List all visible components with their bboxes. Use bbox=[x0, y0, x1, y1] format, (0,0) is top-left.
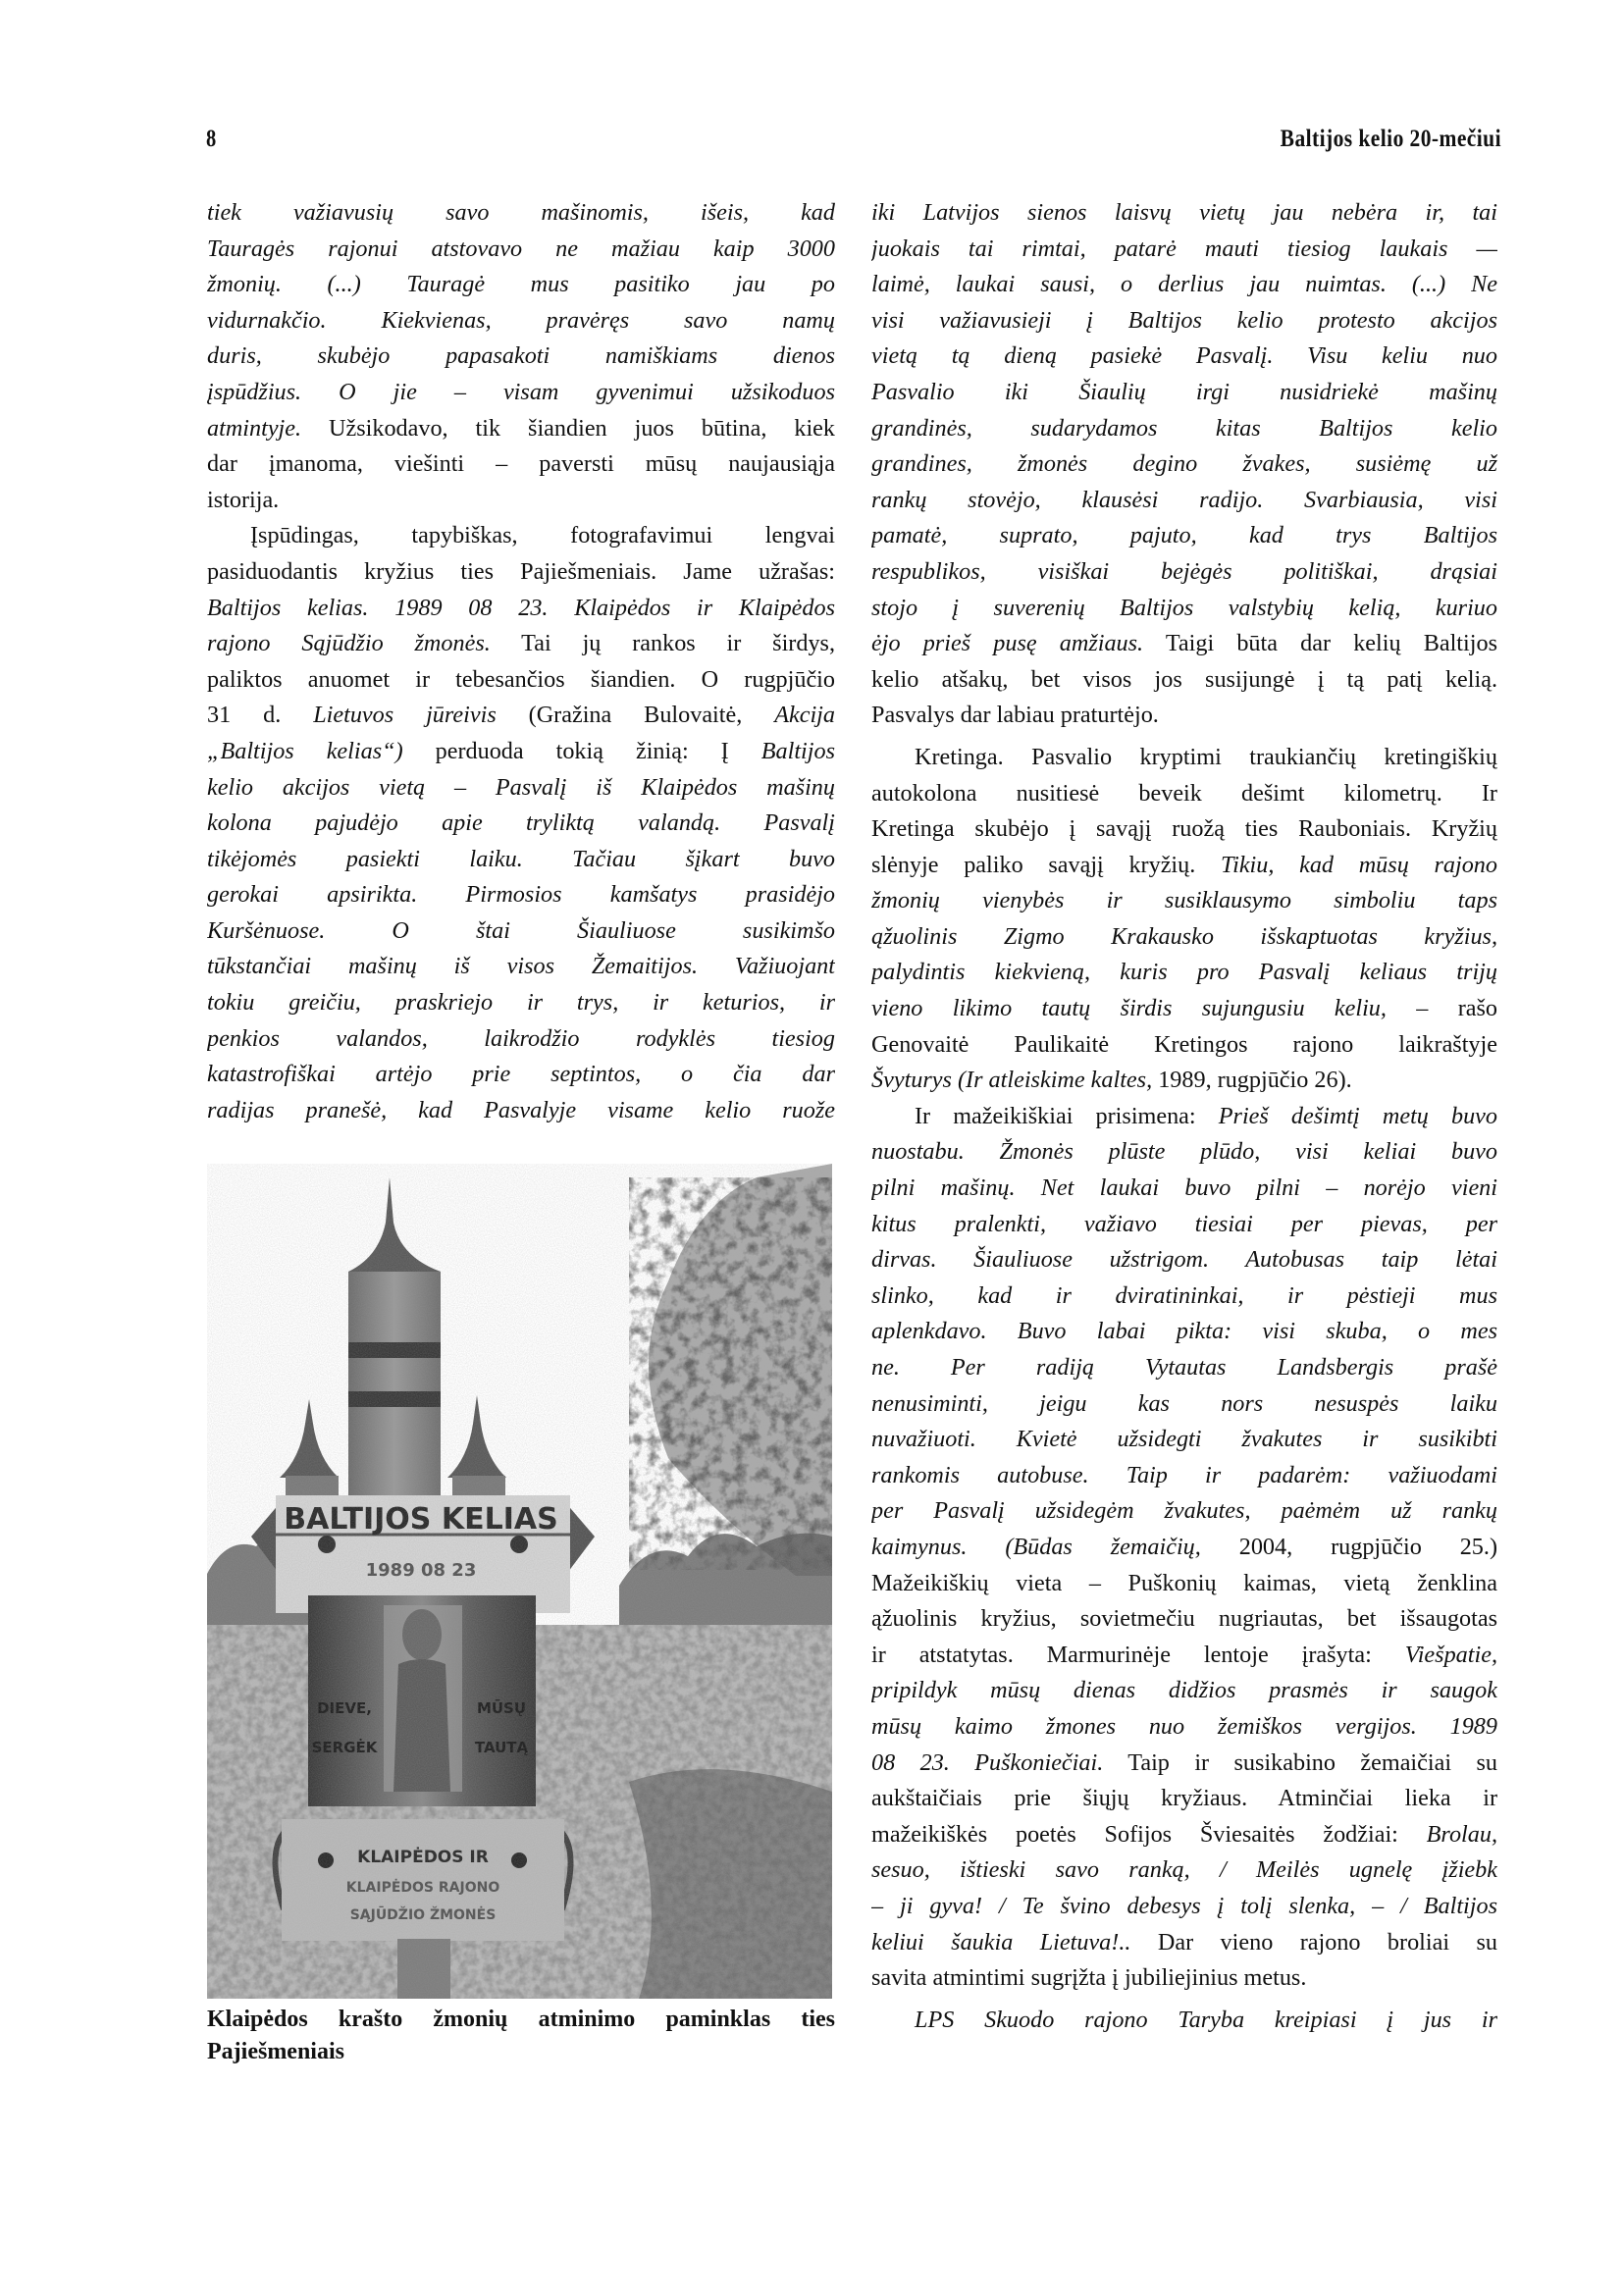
text-line: Mažeikiškių vieta – Puškonių kaimas, vietą ženklina bbox=[871, 1569, 1497, 1596]
text-line: 31 d. Lietuvos jūreivis (Gražina Bulovaitė, Akcija bbox=[207, 702, 835, 729]
text-line: pasiduodantis kryžius ties Pajiešmeniais. Jame užrašas: bbox=[207, 557, 835, 585]
text-line: kaimynus. (Būdas žemaičių, 2004, rugpjūčio 25.) bbox=[871, 1533, 1497, 1560]
text-line: – ji gyva! / Te švino debesys į tolį slenka, – / Baltijos bbox=[871, 1892, 1497, 1919]
text-line: ėjo prieš pusę amžiaus. Taigi būta dar kelių Baltijos bbox=[871, 630, 1497, 657]
text-line: katastrofiškai artėjo prie septintos, o čia dar bbox=[207, 1061, 835, 1088]
text-line: nuostabu. Žmonės plūste plūdo, visi keliai buvo bbox=[871, 1138, 1497, 1166]
text-line: nenusiminti, jeigu kas nors nesuspės laiku bbox=[871, 1389, 1497, 1417]
text-line: dar įmanoma, viešinti – paversti mūsų naujausiąja bbox=[207, 450, 835, 478]
text-line: mūsų kaimo žmones nuo žemiškos vergijos. 1989 bbox=[871, 1712, 1497, 1740]
svg-text:KLAIPĖDOS IR: KLAIPĖDOS IR bbox=[357, 1848, 489, 1867]
text-line: per Pasvalį užsidegėm žvakutes, paėmėm už rankų bbox=[871, 1497, 1497, 1525]
text-line: tikėjomės pasiekti laiku. Tačiau šįkart buvo bbox=[207, 845, 835, 872]
text-line: nuvažiuoti. Kvietė užsidegti žvakutes ir susikibti bbox=[871, 1426, 1497, 1453]
text-line: visi važiavusieji į Baltijos kelio protesto akcijos bbox=[871, 306, 1497, 334]
svg-text:MŪSŲ: MŪSŲ bbox=[476, 1699, 527, 1717]
text-line: Pasvalys dar labiau praturtėjo. bbox=[871, 702, 1159, 729]
running-title: Baltijos kelio 20-mečiui bbox=[1280, 126, 1501, 152]
text-line: duris, skubėjo papasakoti namiškiams dienos bbox=[207, 342, 835, 370]
text-line: ąžuolinis Zigmo Krakausko išskaptuotas kryžius, bbox=[871, 922, 1497, 950]
text-line: Baltijos kelias. 1989 08 23. Klaipėdos ir Klaipėdos bbox=[207, 594, 835, 621]
text-line: Švyturys (Ir atleiskime kaltes, 1989, rugpjūčio 26). bbox=[871, 1067, 1352, 1094]
photo-caption bbox=[207, 2004, 835, 2068]
text-line: sesuo, ištieski savo ranką, / Meilės ugnelę įžiebk bbox=[871, 1856, 1497, 1884]
text-line: žmonių vienybės ir susiklausymo simboliu taps bbox=[871, 887, 1497, 914]
text-line: pilni mašinų. Net laukai buvo pilni – norėjo vieni bbox=[871, 1174, 1497, 1202]
text-line: gerokai apsirikta. Pirmosios kamšatys prasidėjo bbox=[207, 881, 835, 909]
svg-text:SĄJŪDŽIO ŽMONĖS: SĄJŪDŽIO ŽMONĖS bbox=[349, 1907, 497, 1923]
text-line: tūkstančiai mašinų iš visos Žemaitijos. Važiuojant bbox=[207, 953, 835, 980]
text-line: juokais tai rimtai, patarė mauti tiesiog laukais — bbox=[871, 235, 1497, 262]
left-column-text bbox=[207, 195, 835, 1128]
right-column-text bbox=[871, 195, 1497, 2038]
text-line: stojo į suverenių Baltijos valstybių kelią, kuriuo bbox=[871, 594, 1497, 621]
text-line: dirvas. Šiauliuose užstrigom. Autobusas taip lėtai bbox=[871, 1246, 1497, 1274]
text-line: keliui šaukia Lietuva!.. Dar vieno rajono broliai su bbox=[871, 1928, 1497, 1956]
text-line: LPS Skuodo rajono Taryba kreipiasi į jus ir bbox=[915, 2006, 1497, 2033]
text-line: laimė, laukai sausi, o derlius jau nuimtas. (...) Ne bbox=[871, 271, 1497, 298]
text-line: kelio atšakų, bet visos jos susijungė į tą patį kelią. bbox=[871, 665, 1497, 693]
text-line: „Baltijos kelias“) perduoda tokią žinią: Į Baltijos bbox=[207, 737, 835, 764]
text-line: Tauragės rajonui atstovavo ne mažiau kaip 3000 bbox=[207, 235, 835, 262]
text-line: vieno likimo tautų širdis sujungusiu keliu, – rašo bbox=[871, 995, 1497, 1022]
text-line: penkios valandos, laikrodžio rodyklės tiesiog bbox=[207, 1024, 835, 1052]
svg-text:1989 08 23: 1989 08 23 bbox=[365, 1560, 477, 1581]
text-line: tokiu greičiu, praskriejo ir trys, ir keturios, ir bbox=[207, 989, 835, 1017]
text-line: aukštaičiais prie šiųjų kryžiaus. Atminčiai lieka ir bbox=[871, 1785, 1497, 1812]
text-line: pamatė, suprato, pajuto, kad trys Baltijos bbox=[871, 522, 1497, 549]
text-line: Įspūdingas, tapybiškas, fotografavimui lengvai bbox=[250, 522, 835, 549]
text-line: žmonių. (...) Tauragė mus pasitiko jau po bbox=[207, 271, 835, 298]
text-line: radijas pranešė, kad Pasvalyje visame kelio ruože bbox=[207, 1096, 835, 1123]
text-line: aplenkdavo. Buvo labai pikta: visi skuba, o mes bbox=[871, 1318, 1497, 1345]
svg-text:SERGĖK: SERGĖK bbox=[311, 1739, 378, 1756]
text-line: kelio akcijos vietą – Pasvalį iš Klaipėdos mašinų bbox=[207, 773, 835, 801]
text-line: Ir mažeikiškiai prisimena: Prieš dešimtį metų buvo bbox=[915, 1102, 1497, 1129]
text-line: mažeikiškės poetės Sofijos Šviesaitės žodžiai: Brolau, bbox=[871, 1820, 1497, 1848]
text-line: savita atmintimi sugrįžta į jubiliejinius metus. bbox=[871, 1964, 1307, 1992]
page-number: 8 bbox=[206, 126, 217, 152]
text-line: respublikos, visiškai bejėgės politiškai, drąsiai bbox=[871, 557, 1497, 585]
text-line: ne. Per radiją Vytautas Landsbergis prašė bbox=[871, 1354, 1497, 1381]
text-line: Kuršėnuose. O štai Šiauliuose susikimšo bbox=[207, 916, 835, 944]
svg-text:DIEVE,: DIEVE, bbox=[317, 1699, 372, 1717]
text-line: kitus pralenkti, važiavo tiesiai per pievas, per bbox=[871, 1210, 1497, 1237]
text-line: kolona pajudėjo apie tryliktą valandą. Pasvalį bbox=[207, 809, 835, 837]
text-line: rankų stovėjo, klausėsi radijo. Svarbiausia, visi bbox=[871, 486, 1497, 513]
text-line: Kretinga. Pasvalio kryptimi traukiančių kretingiškių bbox=[915, 743, 1497, 770]
text-line: autokolona nusitiesė beveik dešimt kilometrų. Ir bbox=[871, 779, 1497, 807]
caption-line: Klaipėdos krašto žmonių atminimo paminklas ties bbox=[207, 2007, 835, 2032]
text-line: iki Latvijos sienos laisvų vietų jau nebėra ir, tai bbox=[871, 199, 1497, 226]
text-line: atmintyje. Užsikodavo, tik šiandien juos būtina, kiek bbox=[207, 414, 835, 442]
svg-text:TAUTĄ: TAUTĄ bbox=[474, 1739, 529, 1756]
text-line: istorija. bbox=[207, 486, 280, 513]
page-header bbox=[206, 126, 1501, 159]
caption-line: Pajiešmeniais bbox=[207, 2039, 344, 2064]
svg-text:KLAIPĖDOS RAJONO: KLAIPĖDOS RAJONO bbox=[345, 1880, 500, 1896]
text-line: slinko, kad ir dviratininkai, ir pėstieji mus bbox=[871, 1281, 1497, 1309]
text-line: rajono Sąjūdžio žmonės. Tai jų rankos ir širdys, bbox=[207, 630, 835, 657]
text-line: įspūdžius. O jie – visam gyvenimui užsikoduos bbox=[207, 378, 835, 405]
text-line: Pasvalio iki Šiaulių irgi nusidriekė mašinų bbox=[871, 378, 1497, 405]
cross-monument-photo bbox=[207, 1164, 832, 1999]
text-line: ir atstatytas. Marmurinėje lentoje įrašyta: Viešpatie, bbox=[871, 1641, 1497, 1668]
text-line: palydintis kiekvieną, kuris pro Pasvalį keliaus trijų bbox=[871, 959, 1497, 986]
text-line: grandinės, sudarydamos kitas Baltijos kelio bbox=[871, 414, 1497, 442]
text-line: ąžuolinis kryžius, sovietmečiu nugriautas, bet išsaugotas bbox=[871, 1605, 1497, 1633]
text-line: Genovaitė Paulikaitė Kretingos rajono laikraštyje bbox=[871, 1030, 1497, 1058]
text-line: slėnyje paliko savąjį kryžių. Tikiu, kad mūsų rajono bbox=[871, 851, 1497, 878]
sign-baltijos-kelias: BALTIJOS KELIAS bbox=[284, 1502, 558, 1537]
text-line: paliktos anuomet ir tebesančios šiandien. O rugpjūčio bbox=[207, 665, 835, 693]
text-line: vidurnakčio. Kiekvienas, pravėręs savo namų bbox=[207, 306, 835, 334]
text-line: grandines, žmonės degino žvakes, susiėmę už bbox=[871, 450, 1497, 478]
text-line: Kretinga skubėjo į savąjį ruožą ties Rauboniais. Kryžių bbox=[871, 815, 1497, 843]
text-line: pripildyk mūsų dienas didžios prasmės ir saugok bbox=[871, 1677, 1497, 1704]
text-line: vietą tą dieną pasiekė Pasvalį. Visu keliu nuo bbox=[871, 342, 1497, 370]
text-line: tiek važiavusių savo mašinomis, išeis, kad bbox=[207, 199, 835, 226]
text-line: rankomis autobuse. Taip ir padarėm: važiuodami bbox=[871, 1461, 1497, 1488]
text-line: 08 23. Puškoniečiai. Taip ir susikabino žemaičiai su bbox=[871, 1748, 1497, 1776]
